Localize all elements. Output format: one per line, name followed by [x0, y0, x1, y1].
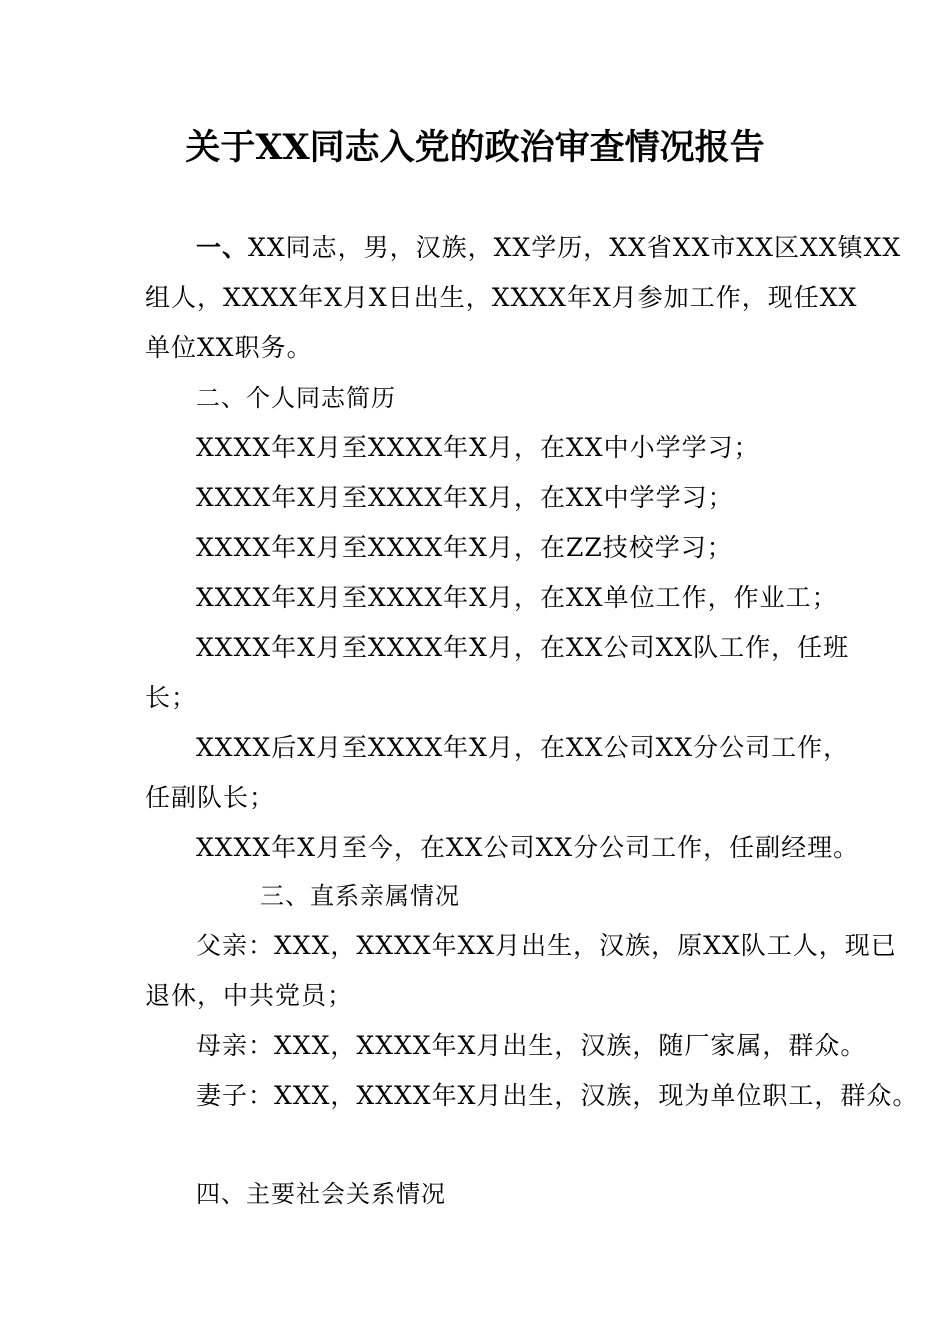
section1-line3: 单位XX职务。 [145, 333, 313, 362]
resume-item-continued: 任副队长； [145, 783, 276, 812]
resume-item-continued: 长； [145, 683, 198, 712]
resume-item: XXXX年X月至XXXX年X月，在ZZ技校学习； [196, 533, 733, 562]
section2-heading: 二、个人同志简历 [196, 384, 396, 412]
relative-item: 妻子：XXX，XXXX年X月出生，汉族，现为单位职工，群众。 [196, 1081, 919, 1110]
section4-heading: 四、主要社会关系情况 [196, 1180, 446, 1208]
resume-item: XXXX后X月至XXXX年X月，在XX公司XX分公司工作， [196, 733, 850, 762]
resume-item: XXXX年X月至XXXX年X月，在XX中小学学习； [196, 433, 760, 462]
relative-item: 母亲：XXX，XXXX年X月出生，汉族，随厂家属，群众。 [196, 1031, 867, 1060]
section1-lead: 一、 [196, 233, 249, 262]
resume-item: XXXX年X月至XXXX年X月，在XX单位工作，作业工； [196, 583, 838, 612]
section1-line1-text: XX同志，男，汉族，XX学历，XX省XX市XX区XX镇XX [248, 233, 902, 262]
section1-line2: 组人，XXXX年X月X日出生，XXXX年X月参加工作，现任XX [145, 283, 858, 312]
relative-item: 父亲：XXX，XXXX年XX月出生，汉族，原XX队工人，现已 [196, 931, 897, 960]
relative-item-continued: 退休，中共党员； [145, 981, 354, 1010]
section3-heading: 三、直系亲属情况 [260, 882, 460, 910]
section1-line1 [196, 228, 901, 268]
resume-item: XXXX年X月至今，在XX公司XX分公司工作，任副经理。 [196, 833, 860, 862]
resume-item: XXXX年X月至XXXX年X月，在XX中学学习； [196, 483, 734, 512]
resume-item: XXXX年X月至XXXX年X月，在XX公司XX队工作，任班 [196, 633, 850, 662]
page-title: 关于XX同志入党的政治审查情况报告 [185, 127, 765, 168]
